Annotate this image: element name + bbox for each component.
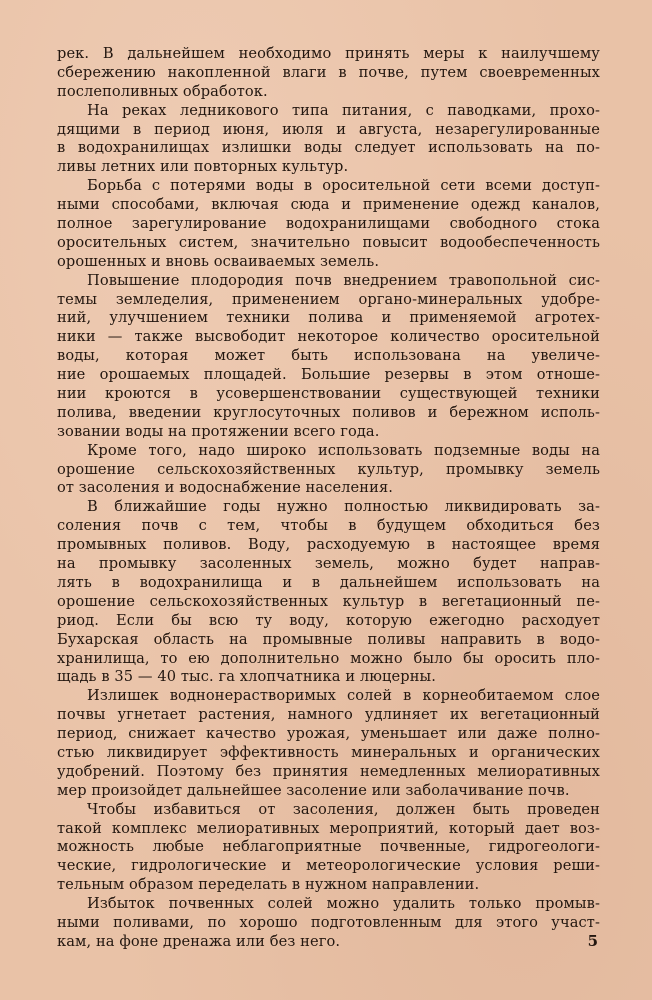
text-line: зовании воды на протяжении всего года. [57,422,380,440]
text-line: щадь в 35 — 40 тыс. га хлопчатника и люцерны. [57,668,437,686]
text-line: В ближайшие годы нужно полностью ликвидировать за- [87,498,600,516]
text-line: полива, введении круглосуточных поливов и бережном исполь- [57,403,600,421]
text-line: послеполивных обработок. [57,82,268,100]
text-line: в водохранилищах излишки воды следует использовать на по- [57,139,600,157]
text-line: дящими в период июня, июля и августа, незарегулированные [57,120,600,138]
text-line: на промывку засоленных земель, можно будет направ- [57,555,600,573]
text-line: орошение сельскохозяйственных культур в вегетационный пе- [57,592,600,610]
text-line: полное зарегулирование водохранилищами свободного стока [57,215,600,233]
text-line: сбережению накопленной влаги в почве, путем своевременных [57,63,600,81]
text-line: хранилища, то ею дополнительно можно было бы оросить пло- [57,649,600,667]
text-line: период, снижает качество урожая, уменьшает или даже полно- [57,725,600,743]
text-line: орошение сельскохозяйственных культур, промывку земель [57,460,600,478]
text-line: оросительных систем, значительно повысит водообеспеченность [57,233,600,251]
text-line: от засоления и водоснабжение населения. [57,479,393,497]
text-line: соления почв с тем, чтобы в будущем обходиться без [57,517,600,535]
text-line: промывных поливов. Воду, расходуемую в настоящее время [57,536,600,554]
text-line: такой комплекс мелиоративных мероприятий, который дает воз- [57,819,600,837]
text-line: кам, на фоне дренажа или без него. [57,932,341,950]
page-number: 5 [587,932,598,950]
text-line: мер произойдет дальнейшее засоление или заболачивание почв. [57,781,570,799]
text-line: Борьба с потерями воды в оросительной сети всеми доступ- [87,177,600,195]
text-line: риод. Если бы всю ту воду, которую ежегодно расходует [57,611,600,629]
body-text [57,45,600,952]
text-line: ческие, гидрологические и метеорологические условия реши- [57,857,600,875]
text-line: лять в водохранилища и в дальнейшем использовать на [57,573,600,591]
text-line: Избыток почвенных солей можно удалить только промыв- [87,895,600,913]
text-line: ными поливами, по хорошо подготовленным для этого участ- [57,913,600,931]
text-line: ний, улучшением техники полива и применяемой агротех- [57,309,600,327]
text-line: Кроме того, надо широко использовать подземные воды на [87,441,600,459]
text-line: На реках ледникового типа питания, с паводками, прохо- [87,101,600,119]
text-line: ники — также высвободит некоторое количество оросительной [57,328,600,346]
text-line: тельным образом переделать в нужном направлении. [57,876,480,894]
text-line: ливы летних или повторных культур. [57,158,349,176]
text-line: можность любые неблагоприятные почвенные, гидрогеологи- [57,838,600,856]
text-line: Чтобы избавиться от засоления, должен быть проведен [87,800,600,818]
text-line: Излишек воднонерастворимых солей в корнеобитаемом слое [87,687,600,705]
text-line: воды, которая может быть использована на увеличе- [57,347,600,365]
text-line: стью ликвидирует эффективность минеральных и органических [57,743,600,761]
text-line: темы земледелия, применением органо-минеральных удобре- [57,290,600,308]
text-line: почвы угнетает растения, намного удлиняет их вегетационный [57,706,600,724]
text-line: ными способами, включая сюда и применение одежд каналов, [57,196,600,214]
text-line: рек. В дальнейшем необходимо принять меры к наилучшему [57,45,600,62]
text-line: удобрений. Поэтому без принятия немедленных мелиоративных [57,762,600,780]
text-line: ние орошаемых площадей. Большие резервы в этом отноше- [57,366,600,384]
text-line: нии кроются в усовершенствовании существующей техники [57,385,600,403]
text-line: Бухарская область на промывные поливы направить в водо- [57,630,600,648]
text-line: орошенных и вновь осваиваемых земель. [57,252,380,270]
text-line: Повышение плодородия почв внедрением травопольной сис- [87,271,600,289]
